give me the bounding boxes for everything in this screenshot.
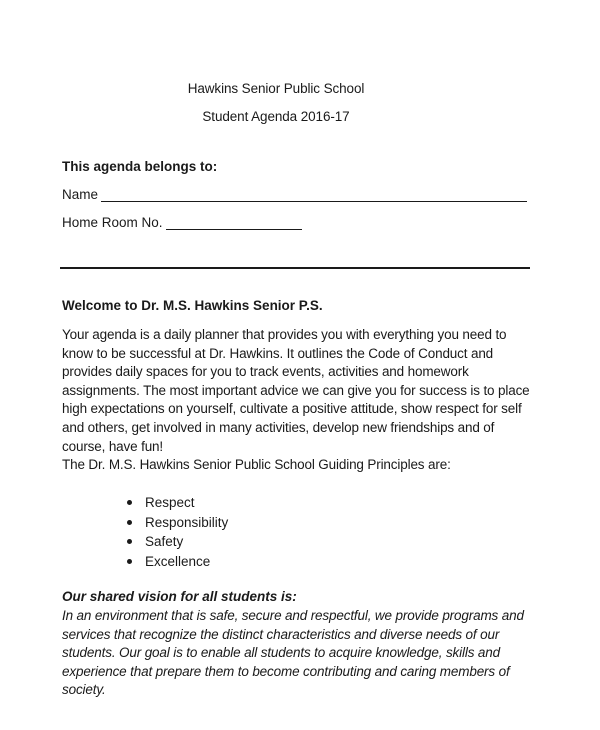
name-blank-line[interactable] — [101, 187, 527, 202]
bullet-icon — [127, 539, 132, 544]
principle-label: Responsibility — [145, 514, 229, 530]
belongs-heading: This agenda belongs to: — [62, 159, 218, 174]
bullet-icon — [127, 559, 132, 564]
principles-list — [127, 493, 228, 571]
name-field — [62, 187, 527, 202]
list-item — [127, 552, 228, 572]
principle-label: Excellence — [145, 553, 211, 569]
vision-heading: Our shared vision for all students is: — [62, 589, 297, 604]
list-item — [127, 513, 228, 533]
principle-label: Safety — [145, 534, 184, 550]
principles-intro: The Dr. M.S. Hawkins Senior Public School Guiding Principles are: — [62, 457, 451, 472]
bullet-icon — [127, 520, 132, 525]
homeroom-field — [62, 215, 302, 230]
list-item — [127, 493, 228, 513]
section-divider — [60, 267, 530, 269]
vision-paragraph: In an environment that is safe, secure and respectful, we provide programs and services that recognize the distinct characteristics and diverse needs of our students. Our goal is to enable all students to acquire knowledge, skills and experience that prepare them to become contributing and caring members of society. — [62, 608, 524, 698]
list-item — [127, 532, 228, 552]
bullet-icon — [127, 500, 132, 505]
homeroom-blank-line[interactable] — [166, 215, 302, 230]
welcome-paragraph: Your agenda is a daily planner that provides you with everything you need to know to be successful at Dr. Hawkins. It outlines the Code of Conduct and provides daily spaces for you to track events, activities and homework assignments. The most important advice we can give you for success is to place high expectations on yourself, cultivate a positive attitude, show respect for self and others, get involved in many activities, develop new friendships and of course, have fun! — [62, 327, 530, 454]
agenda-title: Student Agenda 2016-17 — [202, 109, 350, 124]
school-name: Hawkins Senior Public School — [187, 81, 365, 96]
name-label: Name — [62, 187, 99, 202]
homeroom-label: Home Room No. — [62, 215, 163, 230]
welcome-heading: Welcome to Dr. M.S. Hawkins Senior P.S. — [62, 298, 323, 313]
principle-label: Respect — [145, 495, 195, 510]
